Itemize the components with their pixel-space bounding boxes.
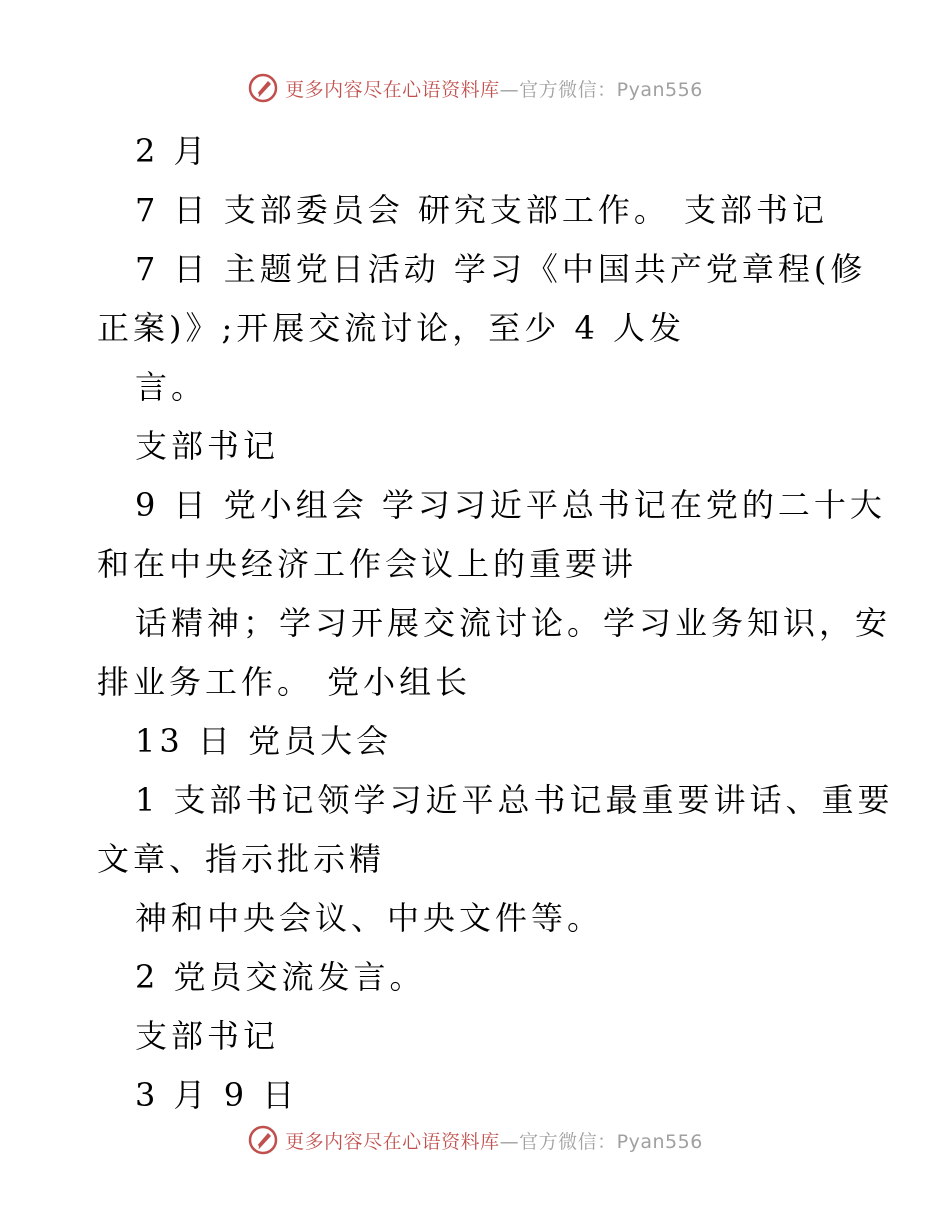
text-line: 神和中央会议、中央文件等。 — [135, 899, 604, 937]
header-watermark — [0, 72, 950, 104]
text-line: 7 日 主题党日活动 学习《中国共产党章程(修 — [135, 250, 867, 288]
text-line: 9 日 党小组会 学习习近平总书记在党的二十大 — [135, 486, 886, 524]
text-line: 话精神；学习开展交流讨论。学习业务知识，安 — [135, 604, 892, 642]
footer-watermark — [0, 1124, 950, 1156]
text-line: 7 日 支部委员会 研究支部工作。 支部书记 — [135, 191, 829, 229]
text-line: 13 日 党员大会 — [135, 722, 393, 760]
text-line: 正案)》;开展交流讨论，至少 4 人发 — [97, 309, 685, 347]
text-line: 和在中央经济工作会议上的重要讲 — [97, 545, 638, 583]
document-body — [97, 122, 894, 1125]
text-line: 支部书记 — [135, 1017, 280, 1055]
text-line: 支部书记 — [135, 427, 280, 465]
text-line: 2 月 — [135, 132, 210, 170]
text-line: 1 支部书记领学习近平总书记最重要讲话、重要 — [135, 781, 894, 819]
pen-logo-icon — [247, 1124, 279, 1156]
text-line: 2 党员交流发言。 — [135, 958, 426, 996]
text-line: 文章、指示批示精 — [97, 840, 386, 878]
text-line: 言。 — [135, 368, 208, 406]
watermark-text: 更多内容尽在心语资料库—官方微信：Pyan556 — [285, 1130, 703, 1153]
watermark-text: 更多内容尽在心语资料库—官方微信：Pyan556 — [285, 78, 703, 101]
text-line: 3 月 9 日 — [135, 1076, 299, 1114]
pen-logo-icon — [247, 72, 279, 104]
text-line: 排业务工作。 党小组长 — [97, 663, 472, 701]
